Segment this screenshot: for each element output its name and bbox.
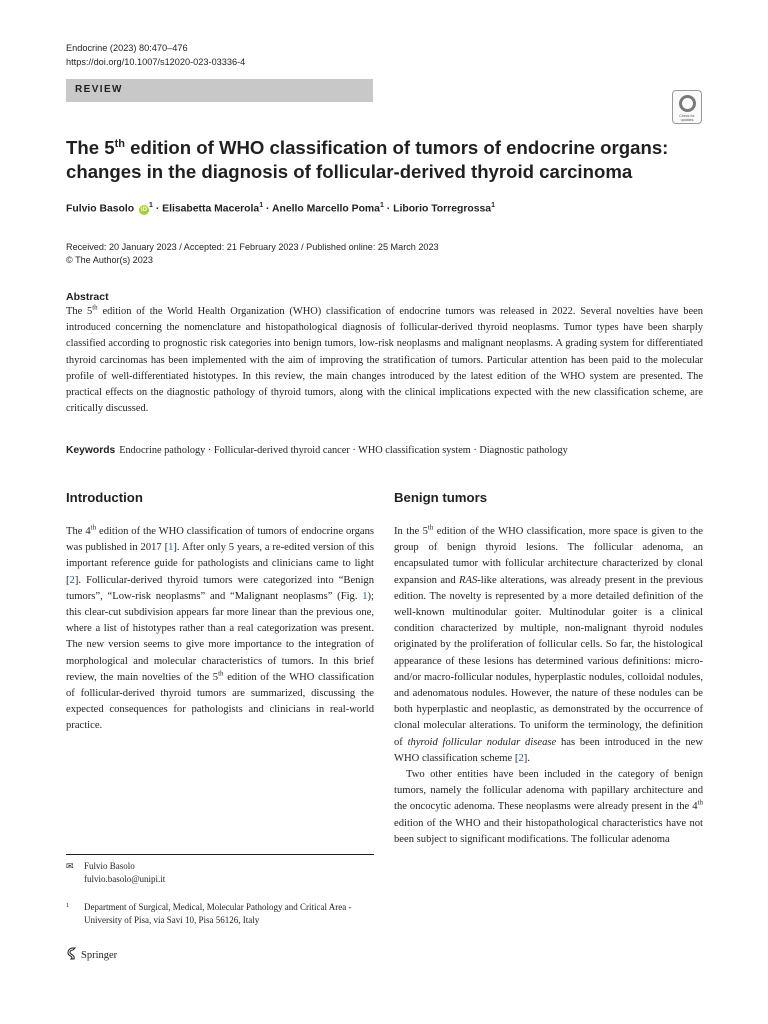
author-name[interactable]: Anello Marcello Poma (271, 203, 380, 215)
benign-tumors-text: In the 5th edition of the WHO classification, more space is given to the group of benign thyroid lesions. The follicular adenoma, an encapsulated tumor with follicular architecture characterized by clonal expansion and RAS-like alterations, was already present in the previous edition. The novelty is represented by a more detailed definition of the well-known multinodular goiter. Multinodular goiter is a clinical condition characterized by multiple, non-malignant thyroid nodules originated by the proliferation of follicular cells. So far, the histological appearance of these lesions has determined various definitions: micro- and/or macro-follicular nodules, hyperplastic nodules, colloidal nodules, and adenomatous nodules. However, the nature of these nodules can be both hyperplastic and neoplastic, as demonstrated by the occurrence of clonal molecular alterations. To uniform the terminology, the definition of thyroid follicular nodular disease has been introduced in the new WHO classification scheme [2]. Two other entities have been included in the category of benign tumors, namely the follicular adenoma with papillary architecture and the oncocytic adenoma. These neoplasms were already present in the 4th edition of the WHO and their histopathological characteristics have not been subject to significant modifications. The follicular adenoma (394, 523, 703, 845)
springer-logo-icon (66, 947, 78, 960)
keywords-list: Endocrine pathology · Follicular-derived thyroid cancer · WHO classification system · Diagnostic pathology (119, 445, 568, 456)
author-name[interactable]: Fulvio Basolo (66, 203, 135, 215)
author-list: Fulvio Basolo $iD^1$ · Elisabetta Macerola$^1$ · Anello Marcello Poma$^1$ · Liborio Torregrossa$^1$ (66, 202, 495, 215)
affiliation-text: Department of Surgical, Medical, Molecular Pathology and Critical Area - University of Pisa, via Savi 10, Pisa 56126, Italy (84, 902, 352, 926)
reference-link[interactable]: 1 (168, 542, 174, 554)
author-name[interactable]: Liborio Torregrossa (393, 203, 492, 215)
correspondence-email[interactable]: fulvio.basolo@unipi.it (84, 874, 166, 885)
copyright-line: © The Author(s) 2023 (66, 255, 153, 266)
dates-line: Received: 20 January 2023 / Accepted: 21 February 2023 / Published online: 25 March 2023 (66, 242, 439, 252)
journal-citation (66, 42, 245, 69)
author-affiliation: 1 (149, 202, 153, 209)
author-affiliation: 1 (491, 202, 495, 209)
check-for-updates-badge[interactable] (672, 90, 702, 124)
publisher-footer (66, 947, 117, 961)
orcid-icon[interactable]: iD (141, 207, 148, 214)
keywords (66, 444, 716, 458)
crossmark-icon (679, 95, 696, 112)
crossmark-label: Check for updates (679, 114, 695, 122)
section-banner (66, 79, 373, 102)
introduction-heading: Introduction (66, 490, 143, 505)
author-name[interactable]: Elisabetta Macerola (162, 203, 260, 215)
journal-line: Endocrine (2023) 80:470–476 (66, 43, 188, 53)
author-affiliation: 1 (259, 202, 264, 209)
section-label: REVIEW (75, 84, 123, 95)
abstract-heading: Abstract (66, 291, 109, 303)
correspondence-name: Fulvio Basolo (84, 861, 135, 871)
reference-link[interactable]: 2 (518, 752, 524, 764)
introduction-text: The 4th edition of the WHO classification of tumors of endocrine organs was published in 2017 [1]. After only 5 years, a re-edited version of this important reference guide for pathologists and clinicians came to light [2]. Follicular-derived thyroid tumors were categorized into “Benign tumors”, “Low-risk neoplasms” and “Malignant neoplasms” (Fig. 1); this clear-cut subdivision appears far more linear than the previous one, where a list of histotypes rather than a real categorization was present. The new version seems to give more importance to the integration of morphological and molecular characteristics of tumors. In this brief review, the main novelties of the 5th edition of the WHO classification of follicular-derived thyroid tumors are summarized, discussing the expected consequences for pathologists and clinicians in real-world practice. (66, 523, 374, 732)
footnote-divider (66, 854, 374, 855)
correspondence (84, 860, 165, 887)
correspondence-icon: ✉ (66, 861, 74, 871)
doi-link[interactable]: https://doi.org/10.1007/s12020-023-03336-4 (66, 56, 246, 67)
publisher-name: Springer (81, 950, 118, 961)
publication-history (66, 241, 439, 267)
article-title: The 5th edition of WHO classification of tumors of endocrine organs: changes in the diagnosis of follicular-derived thyroid carcinoma (66, 137, 669, 183)
figure-link[interactable]: 1 (362, 590, 368, 602)
author-affiliation: 1 (379, 202, 384, 209)
keywords-label: Keywords (66, 445, 116, 456)
abstract-text: The 5th edition of the World Health Organization (WHO) classification of endocrine tumors was released in 2022. Several novelties have been introduced concerning the nomenclature and histopathological diagnosis of follicular-derived thyroid neoplasms. Tumor types have been sharply classified according to prognostic risk categories into benign tumors, low-risk neoplasms and malignant neoplasms. A grading system for differentiated thyroid carcinomas has been implemented with the aim of improving the stratification of tumors. Particular attention has been paid to the molecular profile of well-differentiated histotypes. In this review, the main changes introduced by the latest edition of the WHO system are presented. The practical effects on the diagnostic pathology of thyroid tumors, along with the clinical implications expected with the new classification scheme, are critically discussed. (66, 303, 703, 415)
benign-tumors-heading: Benign tumors (394, 490, 488, 505)
affiliation-number: 1 (66, 902, 70, 909)
reference-link[interactable]: 2 (69, 574, 75, 586)
